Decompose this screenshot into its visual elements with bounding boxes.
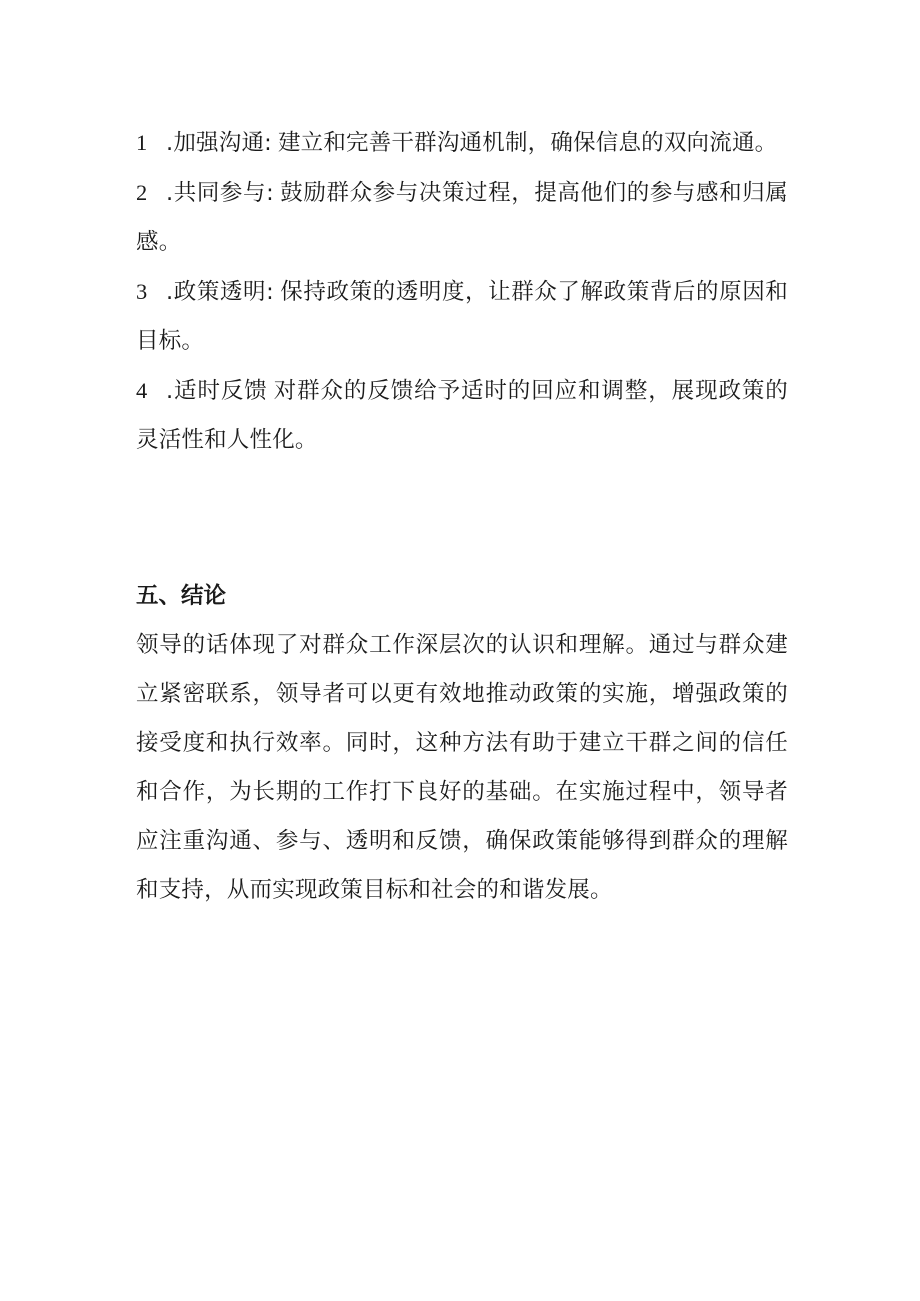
section-spacer xyxy=(136,465,788,572)
list-item-title: .政策透明: xyxy=(166,279,274,305)
list-item-text: 保持政策的透明度，让群众了解政策背后的原因和目标。 xyxy=(136,279,788,354)
list-number: 1 xyxy=(136,130,148,155)
list-number: 3 xyxy=(136,279,148,304)
list-item-title: .共同参与: xyxy=(166,180,274,206)
list-number: 4 xyxy=(136,378,148,403)
list-item-feedback xyxy=(136,366,788,465)
list-item-text: 鼓励群众参与决策过程，提高他们的参与感和归属感。 xyxy=(136,180,788,255)
list-item-communication xyxy=(136,118,788,168)
list-item-text: 建立和完善干群沟通机制，确保信息的双向流通。 xyxy=(277,130,778,156)
list-number: 2 xyxy=(136,180,148,205)
list-item-title: .适时反馈 xyxy=(166,378,268,404)
conclusion-paragraph: 领导的话体现了对群众工作深层次的认识和理解。通过与群众建立紧密联系，领导者可以更有效地推动政策的实施，增强政策的接受度和执行效率。同时，这种方法有助于建立干群之间的信任和合作，为长期的工作打下良好的基础。在实施过程中，领导者应注重沟通、参与、透明和反馈，确保政策能够得到群众的理解和支持，从而实现政策目标和社会的和谐发展。 xyxy=(136,632,788,903)
numbered-list xyxy=(136,118,788,465)
section-heading-conclusion: 五、结论 xyxy=(136,583,227,609)
list-item-text: 对群众的反馈给予适时的回应和调整，展现政策的灵活性和人性化。 xyxy=(136,378,788,453)
document-page xyxy=(136,118,788,915)
list-item-participation xyxy=(136,168,788,267)
list-item-transparency xyxy=(136,267,788,366)
list-item-title: .加强沟通: xyxy=(166,130,272,156)
